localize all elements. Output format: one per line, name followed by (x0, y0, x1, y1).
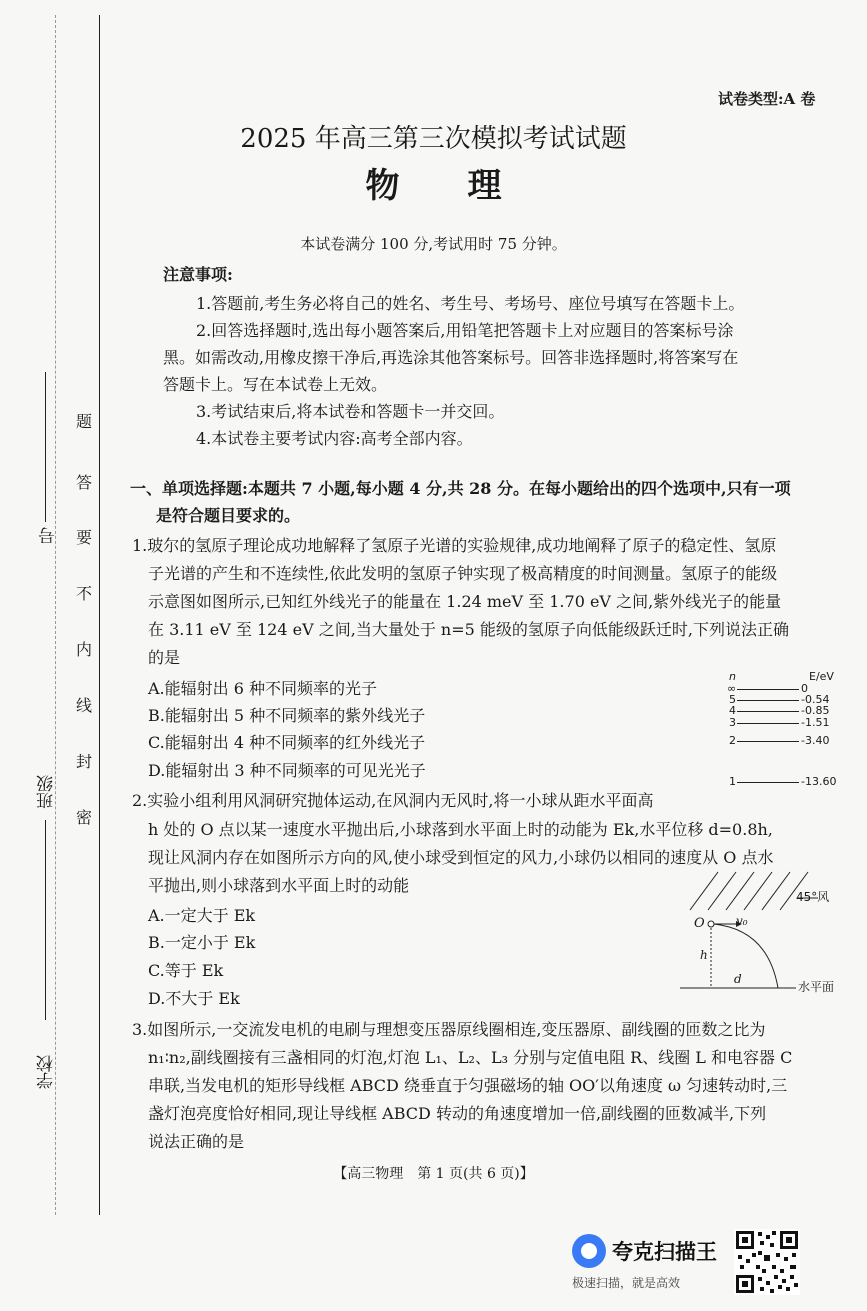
level-n: 5 (729, 693, 736, 706)
notice-line: 1.答题前,考生务必将自己的姓名、考生号、考场号、座位号填写在答题卡上。 (196, 294, 745, 313)
binding-char: 内 (76, 640, 93, 659)
level-e: -0.54 (801, 693, 830, 706)
level-e: -13.60 (801, 775, 837, 788)
notice-line: 2.回答选择题时,选出每小题答案后,用铅笔把答题卡上对应题目的答案标号涂 (196, 321, 734, 340)
level-line (737, 689, 799, 690)
qr-code-svg (734, 1229, 800, 1295)
q2-option-d: D.不大于 Ek (148, 989, 240, 1008)
level-line (737, 700, 799, 701)
velocity-label: v₀ (736, 914, 748, 928)
binding-char: 答 (76, 473, 93, 492)
level-line (737, 782, 799, 783)
binding-char: 封 (76, 752, 93, 771)
q3-line: 盏灯泡亮度恰好相同,现让导线框 ABCD 转动的角速度增加一倍,副线圈的匝数减半,下列 (148, 1104, 767, 1123)
level-line (737, 711, 799, 712)
e-header: E/eV (809, 670, 834, 683)
class-blank (45, 820, 46, 1020)
q1-line: 在 3.11 eV 至 124 eV 之间,当大量处于 n=5 能级的氢原子向低能级跃迁时,下列说法正确 (148, 620, 789, 639)
q1-option-a: A.能辐射出 6 种不同频率的光子 (148, 679, 377, 698)
level-n: ∞ (727, 682, 737, 695)
class-label: 班级 (37, 775, 57, 809)
school-label: 学校 (37, 1055, 57, 1089)
page-title: 2025 年高三第三次模拟考试试题 (240, 124, 627, 154)
level-e: -0.85 (801, 704, 830, 717)
id-number-blank (45, 372, 46, 522)
wind-label: 45°风 (796, 890, 830, 904)
level-n: 3 (729, 716, 736, 729)
level-n: 4 (729, 704, 736, 717)
binding-char: 线 (76, 696, 93, 715)
binding-char: 密 (76, 808, 93, 827)
section-heading-cont: 是符合题目要求的。 (156, 506, 301, 525)
energy-level-diagram (725, 670, 845, 795)
q1-line: 示意图如图所示,已知红外线光子的能量在 1.24 meV 至 1.70 eV 之间,紫外线光子的能量 (148, 592, 782, 611)
level-e: 0 (801, 682, 808, 695)
binding-char: 要 (76, 528, 93, 547)
q1-option-c: C.能辐射出 4 种不同频率的红外线光子 (148, 733, 426, 752)
q2-option-b: B.一定小于 Ek (148, 933, 256, 952)
q3-line: 说法正确的是 (148, 1132, 245, 1151)
level-n: 2 (729, 734, 736, 747)
section-heading: 一、单项选择题:本题共 7 小题,每小题 4 分,共 28 分。在每小题给出的四个选项中,只有一项 (130, 479, 791, 498)
level-line (737, 723, 799, 724)
id-number-label: 号 (39, 527, 59, 544)
scanner-brand: 夸克扫描王 (612, 1240, 717, 1264)
subject-title: 物 理 (365, 166, 502, 206)
notice-line: 黑。如需改动,用橡皮擦干净后,再选涂其他答案标号。回答非选择题时,将答案写在 (163, 348, 739, 367)
exam-info: 本试卷满分 100 分,考试用时 75 分钟。 (300, 235, 567, 253)
level-line (737, 741, 799, 742)
point-o-label: O (694, 916, 705, 931)
level-e: -1.51 (801, 716, 830, 729)
scanner-logo-icon (572, 1234, 606, 1268)
scanner-logo-inner (581, 1243, 597, 1259)
level-n: 1 (729, 775, 736, 788)
height-label: h (700, 948, 708, 962)
distance-label: d (734, 972, 742, 986)
q2-line: h 处的 O 点以某一速度水平抛出后,小球落到水平面上时的动能为 Ek,水平位移 d=0.8h, (148, 820, 773, 839)
binding-char: 不 (76, 584, 93, 603)
q1-option-b: B.能辐射出 5 种不同频率的紫外线光子 (148, 706, 426, 725)
q2-option-a: A.一定大于 Ek (148, 906, 256, 925)
qr-code-icon (734, 1229, 800, 1295)
notice-heading: 注意事项: (163, 265, 233, 284)
page-footer: 【高三物理 第 1 页(共 6 页)】 (333, 1166, 534, 1182)
q2-line: 2.实验小组利用风洞研究抛体运动,在风洞内无风时,将一小球从距水平面高 (132, 791, 654, 810)
paper-type: 试卷类型:A 卷 (718, 90, 816, 108)
q2-line: 平抛出,则小球落到水平面上时的动能 (148, 876, 410, 895)
scanner-slogan: 极速扫描，就是高效 (572, 1276, 681, 1290)
q1-line: 子光谱的产生和不连续性,依此发明的氢原子钟实现了极高精度的时间测量。氢原子的能级 (148, 564, 778, 583)
notice-line: 4.本试卷主要考试内容:高考全部内容。 (196, 429, 473, 448)
q3-line: 3.如图所示,一交流发电机的电刷与理想变压器原线圈相连,变压器原、副线圈的匝数之比为 (132, 1020, 766, 1039)
q1-line: 的是 (148, 648, 181, 667)
notice-line: 答题卡上。写在本试卷上无效。 (163, 375, 388, 394)
binding-char: 题 (76, 412, 93, 431)
q1-option-d: D.能辐射出 3 种不同频率的可见光光子 (148, 761, 426, 780)
wind-tunnel-diagram (678, 868, 848, 996)
q2-line: 现让风洞内存在如图所示方向的风,使小球受到恒定的风力,小球仍以相同的速度从 O 点水 (148, 848, 774, 867)
q1-line: 1.玻尔的氢原子理论成功地解释了氢原子光谱的实验规律,成功地阐释了原子的稳定性、氢原 (132, 536, 777, 555)
n-header: n (729, 670, 736, 683)
q2-option-c: C.等于 Ek (148, 961, 224, 980)
q3-line: 串联,当发电机的矩形导线框 ABCD 绕垂直于匀强磁场的轴 OO′以角速度 ω 匀速转动时,三 (148, 1076, 788, 1095)
level-e: -3.40 (801, 734, 830, 747)
ground-label: 水平面 (798, 980, 835, 994)
notice-line: 3.考试结束后,将本试卷和答题卡一并交回。 (196, 402, 505, 421)
q3-line: n₁∶n₂,副线圈接有三盏相同的灯泡,灯泡 L₁、L₂、L₃ 分别与定值电阻 R、线圈 L 和电容器 C (148, 1048, 793, 1067)
